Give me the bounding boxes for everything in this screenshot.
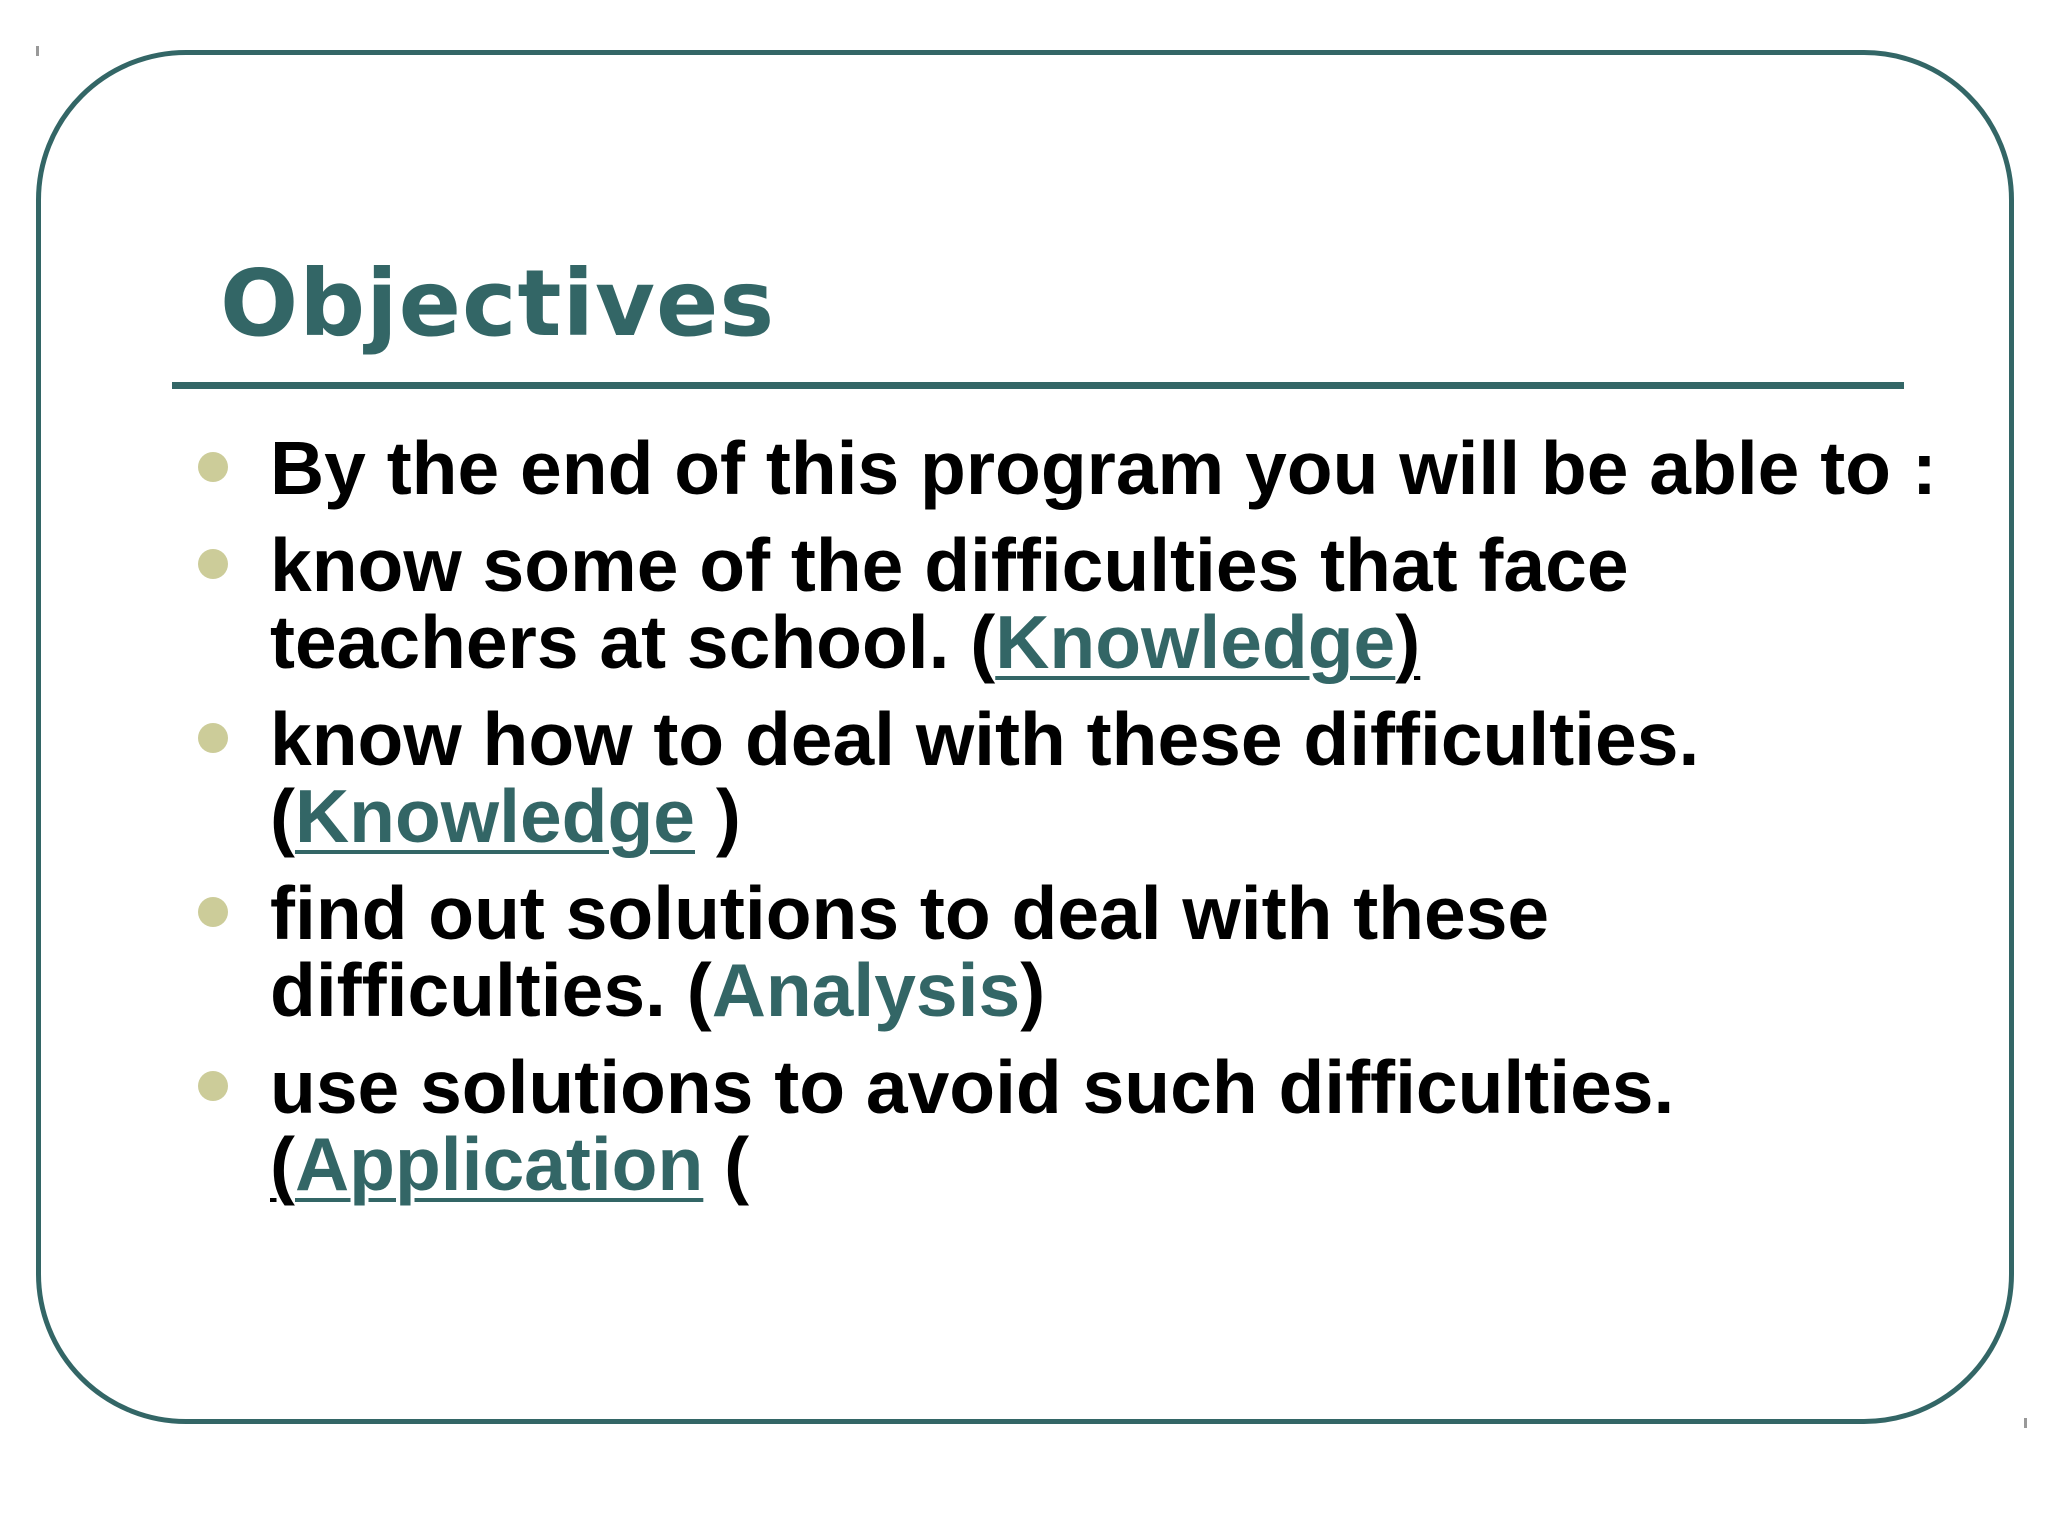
bullet-closing-paren: ) [1020, 948, 1046, 1032]
list-item [270, 871, 1950, 1032]
bullet-opening-paren: ( [270, 1122, 295, 1206]
bullet-closing-paren: ) [1395, 600, 1421, 684]
bloom-level-link[interactable]: Knowledge [294, 774, 695, 858]
list-item [270, 426, 1950, 510]
bullet-text: know how to deal with these difficulties. ( [270, 697, 1700, 858]
bullet-dot-icon [198, 723, 228, 753]
bullet-dot-icon [198, 452, 228, 482]
title-divider [172, 382, 1904, 389]
bloom-level-label: Analysis [711, 948, 1021, 1032]
bullet-text: know some of the difficulties that face teachers at school. ( [270, 523, 1629, 684]
objectives-list [270, 426, 1950, 1223]
bloom-level-link[interactable]: Application [294, 1122, 704, 1206]
bullet-closing-paren: ) [695, 774, 741, 858]
corner-mark [36, 46, 39, 56]
corner-mark [2024, 1418, 2027, 1428]
bullet-dot-icon [198, 549, 228, 579]
bullet-trailing-paren: ( [703, 1122, 750, 1206]
bullet-dot-icon [198, 897, 228, 927]
slide-title: Objectives [220, 250, 776, 357]
bullet-text: find out solutions to deal with these difficulties. ( [270, 871, 1550, 1032]
list-item [270, 523, 1950, 684]
list-item [270, 1045, 1950, 1206]
bullet-dot-icon [198, 1071, 228, 1101]
bullet-text: By the end of this program you will be able to : [270, 426, 1937, 510]
bloom-level-link[interactable]: Knowledge [995, 600, 1396, 684]
list-item [270, 697, 1950, 858]
bullet-text: use solutions to avoid such difficulties. [270, 1045, 1675, 1129]
